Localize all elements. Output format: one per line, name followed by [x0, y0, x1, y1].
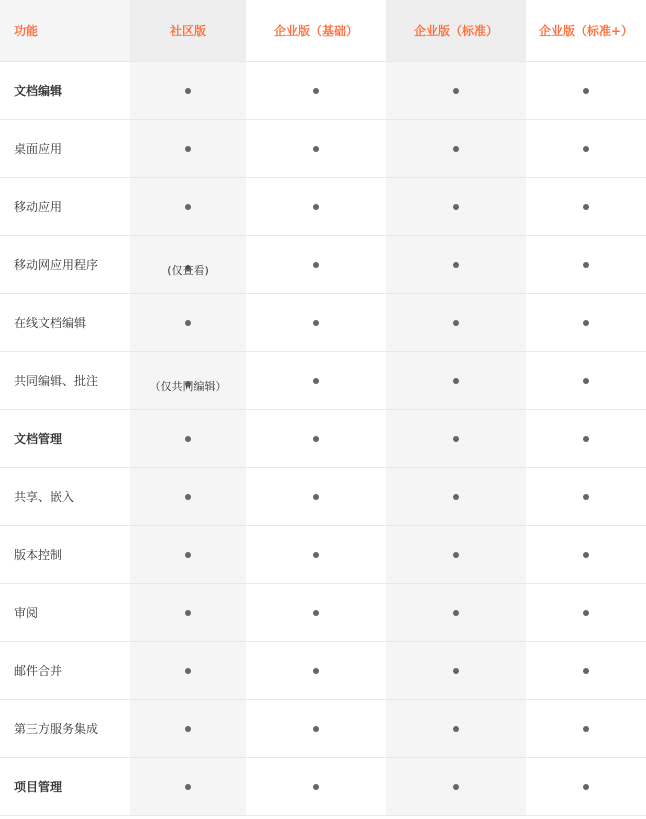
feature-name: 移动网应用程序 [14, 258, 99, 272]
available-dot-icon [583, 262, 589, 268]
availability-cell [130, 468, 246, 525]
feature-name: 文档编辑 [14, 84, 63, 98]
feature-name: 项目管理 [14, 780, 63, 794]
availability-cell [130, 526, 246, 583]
available-dot-icon [583, 610, 589, 616]
available-dot-icon [185, 552, 191, 558]
table-row [0, 584, 646, 642]
availability-cell [130, 178, 246, 235]
availability-cell [246, 584, 386, 641]
table-body [0, 62, 646, 816]
availability-cell [246, 700, 386, 757]
feature-name: 审阅 [14, 606, 39, 620]
table-row [0, 526, 646, 584]
availability-cell [130, 236, 246, 293]
available-dot-icon [453, 262, 459, 268]
available-dot-icon [583, 146, 589, 152]
availability-cell [386, 526, 526, 583]
table-row [0, 410, 646, 468]
availability-cell [130, 758, 246, 815]
availability-note: (仅查看) [167, 263, 209, 277]
available-dot-icon [185, 494, 191, 500]
availability-cell [526, 352, 646, 409]
availability-cell [246, 410, 386, 467]
header-feature: 功能 [0, 0, 130, 61]
table-header-row [0, 0, 646, 62]
available-dot-icon [185, 726, 191, 732]
available-dot-icon [583, 726, 589, 732]
available-dot-icon [583, 378, 589, 384]
available-dot-icon [185, 88, 191, 94]
availability-cell [386, 700, 526, 757]
available-dot-icon [583, 668, 589, 674]
feature-name: 共同编辑、批注 [14, 374, 99, 388]
availability-cell [246, 62, 386, 119]
availability-cell [130, 700, 246, 757]
availability-cell [386, 352, 526, 409]
available-dot-icon [453, 668, 459, 674]
availability-cell [386, 468, 526, 525]
feature-name: 共享、嵌入 [14, 490, 75, 504]
table-row [0, 236, 646, 294]
available-dot-icon [313, 378, 319, 384]
availability-cell [246, 352, 386, 409]
availability-cell [526, 700, 646, 757]
feature-name: 在线文档编辑 [14, 316, 87, 330]
available-dot-icon [313, 320, 319, 326]
availability-cell [526, 468, 646, 525]
availability-cell [246, 294, 386, 351]
available-dot-icon [453, 494, 459, 500]
available-dot-icon [313, 494, 319, 500]
available-dot-icon [185, 436, 191, 442]
available-dot-icon [313, 88, 319, 94]
available-dot-icon [583, 320, 589, 326]
availability-cell [246, 526, 386, 583]
table-row [0, 352, 646, 410]
available-dot-icon [313, 552, 319, 558]
available-dot-icon [583, 494, 589, 500]
available-dot-icon [185, 668, 191, 674]
table-row [0, 120, 646, 178]
availability-cell [386, 62, 526, 119]
availability-cell [386, 642, 526, 699]
availability-cell [246, 642, 386, 699]
available-dot-icon [453, 88, 459, 94]
available-dot-icon [313, 610, 319, 616]
available-dot-icon [453, 320, 459, 326]
availability-cell [526, 410, 646, 467]
available-dot-icon [185, 610, 191, 616]
feature-name: 移动应用 [14, 200, 63, 214]
feature-name: 文档管理 [14, 432, 63, 446]
table-row [0, 468, 646, 526]
availability-cell [526, 236, 646, 293]
availability-cell [386, 120, 526, 177]
availability-note: （仅共同编辑） [149, 379, 227, 393]
availability-cell [246, 120, 386, 177]
header-enterprise-standard: 企业版（标准） [386, 0, 526, 61]
available-dot-icon [583, 436, 589, 442]
available-dot-icon [453, 436, 459, 442]
feature-name: 邮件合并 [14, 664, 63, 678]
availability-cell [246, 236, 386, 293]
available-dot-icon [313, 784, 319, 790]
available-dot-icon [583, 88, 589, 94]
availability-cell [386, 410, 526, 467]
available-dot-icon [313, 726, 319, 732]
table-row [0, 62, 646, 120]
table-row [0, 700, 646, 758]
availability-cell [130, 62, 246, 119]
available-dot-icon [313, 668, 319, 674]
availability-cell [526, 584, 646, 641]
feature-name: 第三方服务集成 [14, 722, 99, 736]
available-dot-icon [313, 204, 319, 210]
available-dot-icon [453, 146, 459, 152]
availability-cell [526, 758, 646, 815]
available-dot-icon [313, 262, 319, 268]
available-dot-icon [453, 784, 459, 790]
availability-cell [386, 178, 526, 235]
available-dot-icon [185, 146, 191, 152]
availability-cell [526, 178, 646, 235]
availability-cell [526, 62, 646, 119]
availability-cell [130, 642, 246, 699]
availability-cell [526, 120, 646, 177]
availability-cell [526, 642, 646, 699]
table-row [0, 178, 646, 236]
availability-cell [130, 294, 246, 351]
availability-cell [386, 758, 526, 815]
available-dot-icon [185, 204, 191, 210]
availability-cell [386, 236, 526, 293]
availability-cell [526, 294, 646, 351]
availability-cell [130, 584, 246, 641]
available-dot-icon [583, 552, 589, 558]
availability-cell [246, 758, 386, 815]
available-dot-icon [453, 610, 459, 616]
header-enterprise-basic: 企业版（基础） [273, 24, 358, 38]
availability-cell [386, 584, 526, 641]
availability-cell [130, 120, 246, 177]
available-dot-icon [453, 726, 459, 732]
header-enterprise-standard-plus: 企业版（标准+） [538, 23, 634, 38]
availability-cell [130, 410, 246, 467]
availability-cell [386, 294, 526, 351]
availability-cell [246, 178, 386, 235]
feature-name: 版本控制 [14, 548, 63, 562]
available-dot-icon [453, 204, 459, 210]
available-dot-icon [583, 784, 589, 790]
available-dot-icon [453, 552, 459, 558]
availability-cell [526, 526, 646, 583]
available-dot-icon [185, 320, 191, 326]
table-row [0, 758, 646, 816]
table-row [0, 294, 646, 352]
header-community: 社区版 [130, 0, 246, 61]
available-dot-icon [313, 146, 319, 152]
available-dot-icon [453, 378, 459, 384]
availability-cell [246, 468, 386, 525]
feature-name: 桌面应用 [14, 142, 63, 156]
available-dot-icon [313, 436, 319, 442]
availability-cell [130, 352, 246, 409]
table-row [0, 642, 646, 700]
available-dot-icon [185, 784, 191, 790]
available-dot-icon [583, 204, 589, 210]
